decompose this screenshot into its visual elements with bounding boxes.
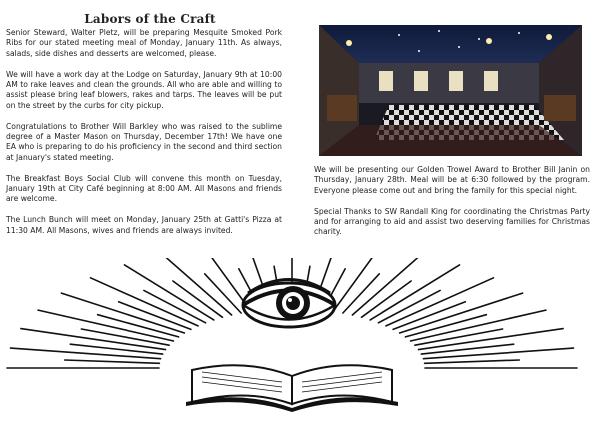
light-ray <box>370 265 459 320</box>
light-ray <box>400 293 523 333</box>
lodge-room-photo <box>319 25 582 156</box>
paragraph-ribs: Senior Steward, Walter Pletz, will be preparing Mesquite Smoked Pork Ribs for our stated meeting meal of Monday, January 11th. As always, salads, side dishes and desserts are welcomed, please. <box>6 28 282 58</box>
paragraph-breakfast-club: The Breakfast Boys Social Club will convene this month on Tuesday, January 19th at City Café beginning at 8:00 AM. All Masons and friends are welcome. <box>6 173 282 204</box>
paragraph-congratulations: Congratulations to Brother Will Barkley who was raised to the sublime degree of a Master Mason on Thursday, December 17th! We have one EA who is preparing to do his proficiency in the second and third section at January's stated meeting. <box>6 121 282 162</box>
left-column <box>6 28 282 246</box>
paragraph-special-thanks: Special Thanks to SW Randall King for coordinating the Christmas Party and for arranging to aid and assist two deserving families for Christmas charity. <box>314 206 590 237</box>
light-ray <box>333 258 380 311</box>
light-ray <box>425 360 520 363</box>
light-ray <box>423 348 573 359</box>
all-seeing-eye-emblem <box>0 258 600 424</box>
open-book-icon <box>186 365 398 412</box>
right-column <box>314 165 590 248</box>
pupil <box>286 296 300 310</box>
light-ray <box>61 293 184 333</box>
paragraph-golden-trowel: We will be presenting our Golden Trowel Award to Brother Bill Janin on Thursday, January 28th. Meal will be at 6:30 followed by the program. Everyone please come out and bring the family for this special night. <box>314 165 590 195</box>
paragraph-lunch-bunch: The Lunch Bunch will meet on Monday, January 25th at Gatti's Pizza at 11:30 AM. All Masons, wives and friends are always invited. <box>6 215 282 235</box>
light-ray <box>91 278 199 326</box>
light-ray <box>65 360 160 363</box>
light-ray <box>11 348 161 359</box>
paragraph-work-day: We will have a work day at the Lodge on Saturday, January 9th at 10:00 AM to rake leaves and clean the grounds. All who are able and willing to assist please bring leaf blowers, rakes and tarps. The leaves will be put on the street by the curbs for city pickup. <box>6 69 282 110</box>
light-ray <box>386 278 494 326</box>
light-ray <box>125 265 214 320</box>
page-title: Labors of the Craft <box>84 12 216 26</box>
